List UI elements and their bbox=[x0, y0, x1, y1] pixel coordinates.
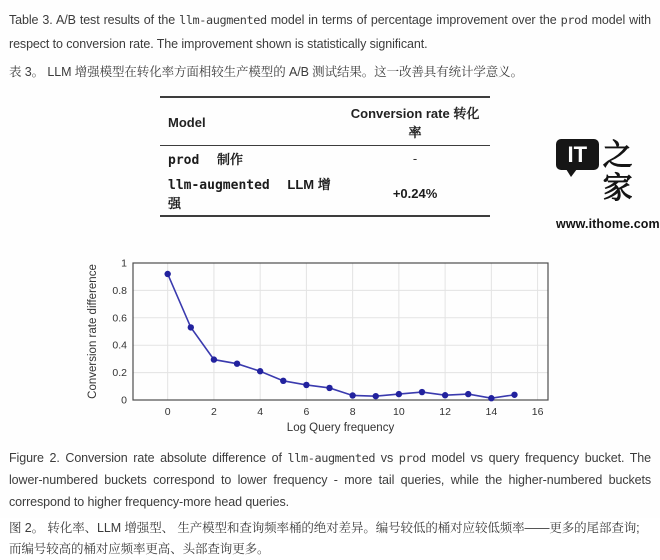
model-cell-llm-augmented bbox=[160, 171, 340, 216]
table-header-row bbox=[160, 97, 490, 146]
x-tick-label: 16 bbox=[531, 406, 544, 418]
figure2-caption-cn: 图 2。 转化率、LLM 增强型、 生产模型和查询频率桶的绝对差异。编号较低的桶对应较低频率——更多的尾部查询;而编号较高的桶对应频率更高、头部查询更多。 bbox=[9, 521, 640, 556]
data-line bbox=[168, 274, 515, 398]
data-point bbox=[257, 368, 263, 374]
y-tick-label: 0.4 bbox=[112, 339, 127, 352]
table-header-model: Model bbox=[160, 97, 340, 146]
data-point bbox=[164, 271, 170, 277]
model-cell-prod bbox=[160, 146, 340, 172]
data-point bbox=[442, 392, 448, 398]
model-code-prod: prod bbox=[168, 153, 200, 168]
y-tick-label: 1 bbox=[121, 257, 127, 270]
y-tick-label: 0.2 bbox=[112, 367, 127, 380]
figure2-chart bbox=[85, 255, 555, 435]
x-tick-label: 12 bbox=[439, 406, 451, 418]
ithome-badge-text: IT bbox=[567, 141, 588, 167]
x-tick-label: 14 bbox=[485, 406, 498, 418]
data-point bbox=[211, 356, 217, 362]
data-point bbox=[234, 360, 240, 366]
table3-caption-en: Table 3. A/B test results of the llm-augmented model in terms of percentage improvement over the prod model with respect to conversion rate. The improvement shown is statistically significant. bbox=[9, 13, 652, 51]
data-point bbox=[488, 395, 494, 401]
ithome-logo-mark bbox=[556, 139, 660, 205]
y-tick-label: 0.8 bbox=[112, 284, 127, 297]
ithome-logo bbox=[556, 139, 660, 231]
y-axis-label: Conversion rate difference bbox=[87, 264, 99, 399]
data-point bbox=[419, 389, 425, 395]
data-point bbox=[326, 385, 332, 391]
figure2-caption-en: Figure 2. Conversion rate absolute difference of llm-augmented vs prod model vs query frequency bucket. The lower-numbered buckets correspond to lower frequency - more tail queries, while the higher-numbered buckets correspond to higher frequency-more head queries. bbox=[9, 451, 652, 509]
ithome-url: www.ithome.com bbox=[556, 217, 660, 231]
y-tick-label: 0 bbox=[121, 394, 127, 407]
model-cn-llm-augmented: LLM 增强 bbox=[168, 177, 331, 211]
speech-bubble-tail-icon bbox=[566, 169, 577, 177]
data-point bbox=[396, 391, 402, 397]
plot-frame bbox=[133, 263, 548, 400]
x-tick-label: 6 bbox=[303, 406, 310, 418]
table3-caption-cn: 表 3。 LLM 增强模型在转化率方面相较生产模型的 A/B 测试结果。这一改善具有统计学意义。 bbox=[9, 65, 523, 79]
conversion-rate-line-chart bbox=[85, 255, 555, 435]
table-row-llm-augmented bbox=[160, 171, 490, 216]
model-cn-prod: 制作 bbox=[216, 152, 243, 167]
data-point bbox=[349, 392, 355, 398]
x-tick-label: 4 bbox=[257, 406, 264, 418]
ithome-it-badge-icon bbox=[556, 139, 599, 170]
y-tick-label: 0.6 bbox=[112, 312, 127, 325]
data-point bbox=[373, 393, 379, 399]
rate-cell-prod: - bbox=[412, 151, 418, 166]
rate-cell-llm-augmented: +0.24% bbox=[392, 185, 438, 201]
table-row-prod bbox=[160, 146, 490, 172]
ithome-brand-cn: 之家 bbox=[602, 138, 634, 206]
data-point bbox=[511, 392, 517, 398]
x-tick-label: 0 bbox=[164, 406, 171, 418]
data-point bbox=[303, 382, 309, 388]
data-point bbox=[188, 324, 194, 330]
data-point bbox=[465, 391, 471, 397]
x-axis-label: Log Query frequency bbox=[286, 422, 395, 434]
x-tick-label: 10 bbox=[393, 406, 405, 418]
results-table bbox=[160, 96, 490, 217]
x-tick-label: 8 bbox=[349, 406, 356, 418]
model-code-llm-augmented: llm-augmented bbox=[168, 178, 270, 193]
data-point bbox=[280, 378, 286, 384]
x-tick-label: 2 bbox=[210, 406, 217, 418]
table-header-conversion-rate: Conversion rate 转化率 bbox=[340, 97, 490, 146]
